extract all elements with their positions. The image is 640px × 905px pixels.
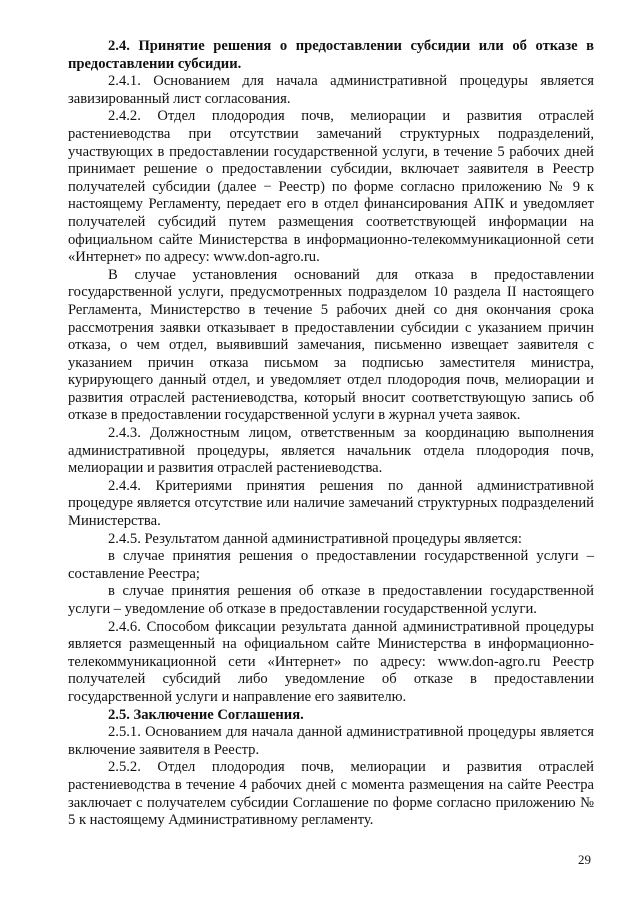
document-page (68, 38, 594, 830)
paragraph-2-5-2: 2.5.2. Отдел плодородия почв, мелиорации и развития отраслей растениеводства в течение 4 рабочих дней с момента размещения на сайте Реестра заключает с получателем субсидии Соглашение по форме согласно приложению № 5 к настоящему Административному регламенту. (68, 759, 594, 829)
paragraph-2-4-1: 2.4.1. Основанием для начала административной процедуры является завизированный лист согласования. (68, 73, 594, 107)
paragraph-2-4-2: 2.4.2. Отдел плодородия почв, мелиорации и развития отраслей растениеводства при отсутствии замечаний структурных подразделений, участвующих в предоставлении государственной услуги, в течение 5 рабочих дней принимает решение о предоставлении субсидии, включает заявителя в Реестр получателей субсидии (далее − Реестр) по форме согласно приложению № 9 к настоящему Регламенту, передает его в отдел финансирования АПК и уведомляет получателей субсидий путем размещения соответствующей информации на официальном сайте Министерства в информационно-телекоммуникационной сети «Интернет» по адресу: www.don-agro.ru. (68, 108, 594, 266)
paragraph-2-4-4: 2.4.4. Критериями принятия решения по данной административной процедуре является отсутствие или наличие замечаний структурных подразделений Министерства. (68, 477, 594, 530)
paragraph-result-grant: в случае принятия решения о предоставлении государственной услуги – составление Реестра; (68, 548, 594, 582)
page-number: 29 (578, 852, 591, 867)
section-heading-2-4: 2.4. Принятие решения о предоставлении субсидии или об отказе в предоставлении субсидии. (68, 38, 594, 72)
paragraph-result-refusal: в случае принятия решения об отказе в предоставлении государственной услуги – уведомление об отказе в предоставлении государственной услуги. (68, 583, 594, 617)
section-heading-2-5: 2.5. Заключение Соглашения. (108, 706, 304, 723)
paragraph-2-4-5: 2.4.5. Результатом данной административной процедуры является: (108, 530, 522, 547)
paragraph-2-4-3: 2.4.3. Должностным лицом, ответственным за координацию выполнения административной процедуры, является начальник отдела плодородия почв, мелиорации и развития отраслей растениеводства. (68, 425, 594, 477)
paragraph-2-4-6: 2.4.6. Способом фиксации результата данной административной процедуры является размещенный на официальном сайте Министерства в информационно-телекоммуникационной сети «Интернет» по адресу: www.don-agro.ru Реестр получателей субсидий либо уведомление об отказе в предоставлении государственной услуги и направление его заявителю. (68, 618, 594, 705)
paragraph-refusal: В случае установления оснований для отказа в предоставлении государственной услуги, предусмотренных подразделом 10 раздела II настоящего Регламента, Министерство в течение 5 рабочих дней со дня окончания срока рассмотрения заявки отказывает в предоставлении субсидии с указанием причин отказа, о чем отдел, выявивший замечания, письменно извещает заявителя с указанием причин отказа письмом за подписью заместителя министра, курирующего данный отдел, и уведомляет отдел плодородия почв, мелиорации и развития отраслей растениеводства, который вносит соответствующую запись об отказе в предоставлении государственной услуги в журнал учета заявок. (68, 266, 594, 424)
paragraph-2-5-1: 2.5.1. Основанием для начала данной административной процедуры является включение заявителя в Реестр. (68, 724, 594, 758)
